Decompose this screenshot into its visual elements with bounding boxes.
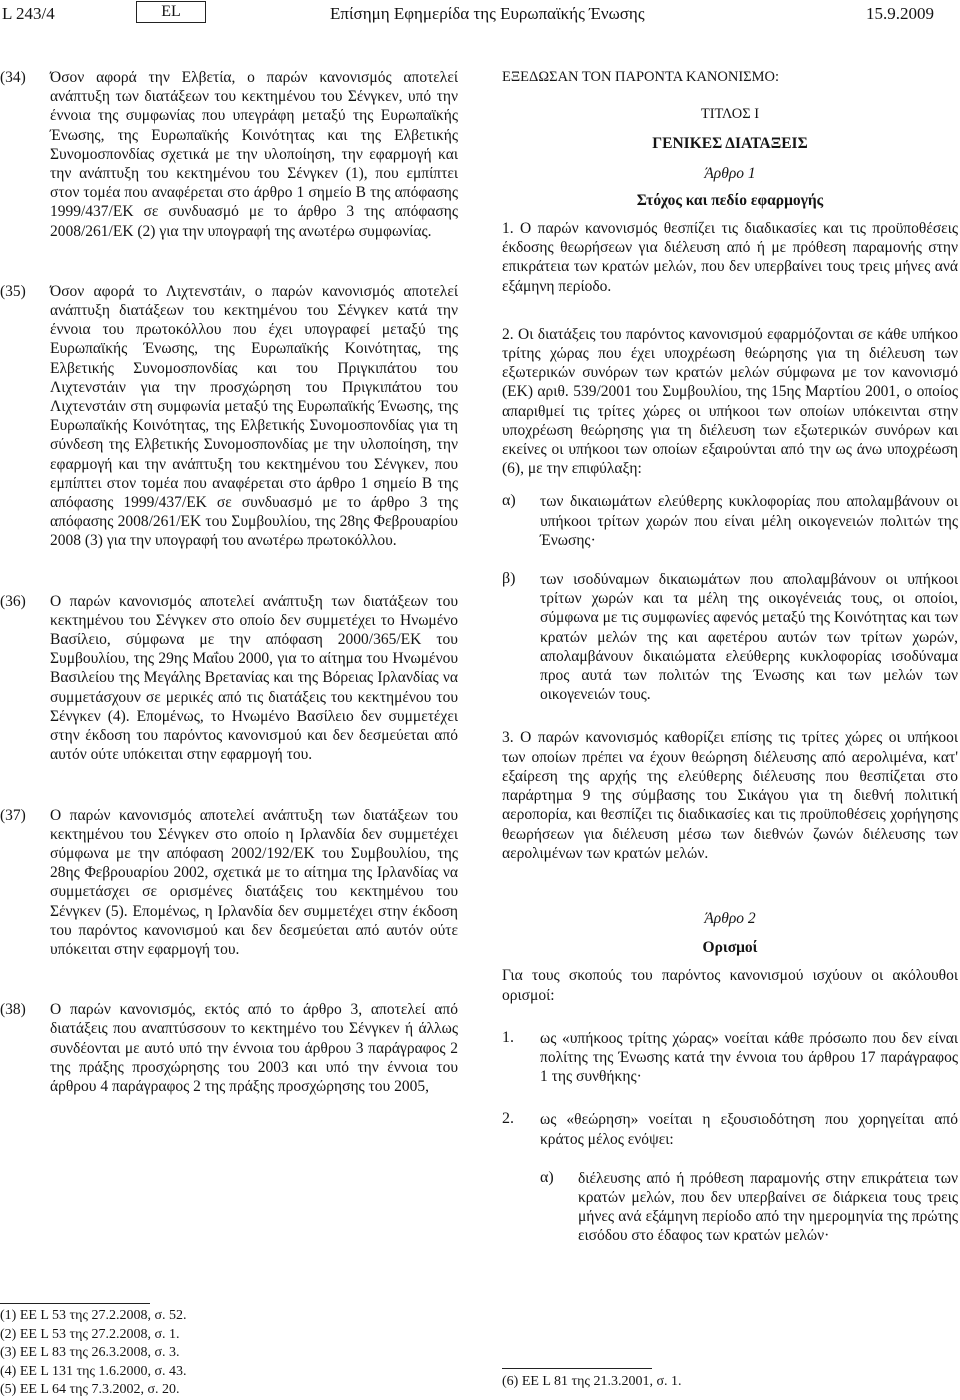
recital-text: Ο παρών κανονισμός, εκτός από το άρθρο 3, αποτελεί από διατάξεις που αναπτύσσουν το κεκτημένο του Σένγκεν ή άλλως συνδέονται με αυτό υπό την έννοια του άρθρου 3 παράγραφος 2 της πράξης προσχώρησης του 2003 και υπό την έννοια του άρθρου 4 παράγραφος 2 της πράξης προσχώρησης του 2005, <box>50 1001 458 1095</box>
item-label: α) <box>502 492 516 510</box>
recital-text: Όσον αφορά το Λιχτενστάιν, ο παρών κανονισμός αποτελεί ανάπτυξη διατάξεων του κεκτημένου του Σένγκεν κατά την έννοια του πρωτοκόλλου που έχει υπογραφεί μεταξύ της Ευρωπαϊκής Ένωσης, της Ευρωπαϊκής Κοινότητας, της Ελβετικής Συνομοσπονδίας και του Πριγκιπάτου του Λιχτενστάιν για την προσχώρηση του Πριγκιπάτου του Λιχτενστάιν στη συμφωνία μεταξύ της Ευρωπαϊκής Ένωσης, της Ευρωπαϊκής Κοινότητας, της Ελβετικής Συνομοσπονδίας για τη σύνδεση της Ελβετικής Συνομοσπονδίας με την υλοποίηση, την εφαρμογή και την ανάπτυξη του κεκτημένου του Σένγκεν, που εμπίπτει στον τομέα που αναφέρεται στο άρθρο 1 σημείο Β της απόφασης 1999/437/ΕΚ σε συνδυασμό με το άρθρο 3 της απόφασης 2008/261/ΕΚ του Συμβουλίου, της 28ης Φεβρουαρίου 2008 (3) για την υπογραφή του ανωτέρω πρωτοκόλλου. <box>50 282 458 550</box>
article-1-paragraph-3: 3. Ο παρών κανονισμός καθορίζει επίσης τις τρίτες χώρες οι υπήκοοι των οποίων πρέπει να έχουν θεώρηση διέλευσης από αερολιμένα, κατ' εξαίρεση της αρχής της ελεύθερης διέλευσης που θεσπίζεται στο παράρτημα 9 της σύμβασης του Σικάγου για τη διεθνή πολιτική αεροπορία, και θεσπίζει τις διαδικασίες και τις προϋποθέσεις χορήγησης θεωρήσεων για διέλευση μέσω των διεθνών ζωνών διέλευσης των αερολιμένων των κρατών μελών. <box>502 729 958 862</box>
article-1-title: Στόχος και πεδίο εφαρμογής <box>636 191 824 209</box>
footnote-right: (6) ΕΕ L 81 της 21.3.2001, σ. 1. <box>502 1374 682 1389</box>
article-2-title: Ορισμοί <box>702 939 758 957</box>
footnote: (1) ΕΕ L 53 της 27.2.2008, σ. 52. <box>0 1308 187 1323</box>
journal-title: Επίσημη Εφημερίδα της Ευρωπαϊκής Ένωσης <box>330 4 645 23</box>
recital-35 <box>0 282 458 551</box>
article-2-number: Άρθρο 2 <box>704 909 756 927</box>
footnote-divider <box>0 1303 150 1304</box>
footnote: (5) ΕΕ L 64 της 7.3.2002, σ. 20. <box>0 1382 180 1397</box>
recital-number: (36) <box>0 592 26 610</box>
recital-text: Όσον αφορά την Ελβετία, ο παρών κανονισμός αποτελεί ανάπτυξη των διατάξεων του κεκτημένου του Σένγκεν, υπό την έννοια της συμφωνίας που υπεγράφη μεταξύ της Ευρωπαϊκής Ένωσης, της Ευρωπαϊκής Κοινότητας και της Ελβετικής Συνομοσπονδίας σχετικά με την υλοποίηση, την εφαρμογή και την ανάπτυξη του κεκτημένου του Σένγκεν (1), που εμπίπτει στον τομέα που αναφέρεται στο άρθρο 1 σημείο Β της απόφασης 1999/437/ΕΚ σε συνδυασμό με το άρθρο 3 της απόφασης 2008/261/ΕΚ (2) για την υπογραφή της ανωτέρω συμφωνίας. <box>50 69 458 240</box>
articles-column <box>502 68 958 1246</box>
article-2-intro: Για τους σκοπούς του παρόντος κανονισμού ισχύουν οι ακόλουθοι ορισμοί: <box>502 967 958 1004</box>
recital-number: (34) <box>0 69 26 86</box>
item-label: 1. <box>502 1028 514 1046</box>
page-header <box>0 0 960 30</box>
article-1-paragraph-2: 2. Οι διατάξεις του παρόντος κανονισμού εφαρμόζονται σε κάθε υπήκοο τρίτης χώρας που έχει υποχρέωση θεώρησης για τη διέλευση των εξωτερικών συνόρων των κρατών μελών σύμφωνα με τον κανονισμό (ΕΚ) αριθ. 539/2001 του Συμβουλίου, της 15ης Μαρτίου 2001, ο οποίος απαριθμεί τις τρίτες χώρες οι υπήκοοι των οποίων υπόκεινται στην υποχρέωση θεώρησης για τη διέλευση των εξωτερικών συνόρων και εκείνες οι υπήκοοι των οποίων εξαιρούνται από την ως άνω υποχρέωση (6), με την επιφύλαξη: <box>502 325 958 478</box>
item-text: των δικαιωμάτων ελεύθερης κυκλοφορίας που απολαμβάνουν οι υπήκοοι τρίτων χωρών που είναι μέλη οικογενειών πολιτών της Ένωσης· <box>540 493 958 549</box>
recital-number: (38) <box>0 1001 26 1019</box>
item-label: 2. <box>502 1110 514 1128</box>
recitals-column <box>0 68 458 1137</box>
item-text: ως «θεώρηση» νοείται η εξουσιοδότηση που χορηγείται από κράτος μέλος ενόψει: <box>540 1111 958 1148</box>
adoption-formula: ΕΞΕΔΩΣΑΝ ΤΟΝ ΠΑΡΟΝΤΑ ΚΑΝΟΝΙΣΜΟ: <box>502 69 780 85</box>
recital-37 <box>0 806 458 960</box>
item-text: διέλευσης από ή πρόθεση παραμονής στην επικράτεια των κρατών μελών, που δεν υπερβαίνει σε διάρκεια τους τρεις μήνες ανά εξάμηνη περίοδο από την ημερομηνία της πρώτης εισόδου στο έδαφος των κρατών μελών· <box>578 1169 958 1245</box>
recital-text: Ο παρών κανονισμός αποτελεί ανάπτυξη των διατάξεων του κεκτημένου του Σένγκεν στο οποίο η Ιρλανδία δεν συμμετέχει σύμφωνα με την απόφαση 2002/192/ΕΚ του Συμβουλίου, της 28ης Φεβρουαρίου 2002, σχετικά με το αίτημα της Ιρλανδίας να συμμετάσχει σε ορισμένες διατάξεις του κεκτημένου του Σένγκεν (5). Επομένως, η Ιρλανδία δεν συμμετέχει στην έκδοση του παρόντος κανονισμού και δεν δεσμεύεται από αυτόν ούτε υπόκειται στην εφαρμογή του. <box>50 806 458 958</box>
footnote: (2) ΕΕ L 53 της 27.2.2008, σ. 1. <box>0 1326 180 1342</box>
recital-number: (35) <box>0 282 26 300</box>
publication-date: 15.9.2009 <box>866 4 934 23</box>
footnote: (3) ΕΕ L 83 της 26.3.2008, σ. 3. <box>0 1345 180 1360</box>
item-label: α) <box>540 1168 554 1186</box>
article-1-item-b <box>502 570 958 704</box>
article-1-item-a <box>502 492 958 550</box>
definition-1 <box>502 1029 958 1087</box>
article-1-number: Άρθρο 1 <box>704 164 756 182</box>
recital-36 <box>0 592 458 765</box>
definition-2 <box>502 1110 958 1148</box>
recital-number: (37) <box>0 806 26 824</box>
item-text: ως «υπήκοος τρίτης χώρας» νοείται κάθε πρόσωπο που δεν είναι πολίτης της Ένωσης κατά την έννοια του άρθρου 17 παράγραφος 1 της συνθήκης· <box>540 1029 958 1086</box>
recital-38 <box>0 1000 458 1096</box>
footnote-divider-right <box>502 1368 652 1369</box>
language-box: EL <box>136 1 206 23</box>
article-1-paragraph-1: 1. Ο παρών κανονισμός θεσπίζει τις διαδικασίες και τις προϋποθέσεις έκδοσης θεωρήσεων για διέλευση από ή με πρόθεση παραμονής στην επικράτεια των κρατών μελών, που δεν υπερβαίνει τους τρεις μήνες ανά εξάμηνη περίοδο. <box>502 220 958 295</box>
recital-34 <box>0 68 458 241</box>
recital-text: Ο παρών κανονισμός αποτελεί ανάπτυξη των διατάξεων του κεκτημένου του Σένγκεν στο οποίο δεν συμμετέχει το Ηνωμένο Βασίλειο, σύμφωνα με την απόφαση 2000/365/ΕΚ του Συμβουλίου, της 29ης Μαΐου 2000, για το αίτημα του Ηνωμένου Βασιλείου της Μεγάλης Βρετανίας και της Βόρειας Ιρλανδίας να συμμετάσχουν σε μερικές από τις διατάξεις του κεκτημένου του Σένγκεν (4). Επομένως, το Ηνωμένο Βασίλειο δεν συμμετέχει στην έκδοση του παρόντος κανονισμού και δεν δεσμεύεται από αυτόν ούτε υπόκειται στην εφαρμογή του. <box>50 592 458 764</box>
item-text: των ισοδύναμων δικαιωμάτων που απολαμβάνουν οι υπήκοοι τρίτων χωρών και τα μέλη της οικογένειάς τους, οι οποίοι, σύμφωνα με τις συμφωνίες αφενός μεταξύ της Κοινότητας και των κρατών μελών της και αφετέρου αυτών των τρίτων χωρών, απολαμβάνουν δικαιώματα ελεύθερης κυκλοφορίας ισοδύναμα προς αυτά των πολιτών της Ένωσης και των μελών των οικογενειών τους. <box>540 571 958 704</box>
title-number: ΤΙΤΛΟΣ I <box>700 106 760 123</box>
page-reference: L 243/4 <box>2 4 55 23</box>
title-name: ΓΕΝΙΚΕΣ ΔΙΑΤΑΞΕΙΣ <box>652 135 808 153</box>
footnotes-left <box>0 1307 458 1400</box>
footnote: (4) ΕΕ L 131 της 1.6.2000, σ. 43. <box>0 1363 187 1379</box>
definition-2-item-a <box>540 1169 958 1246</box>
item-label: β) <box>502 570 516 588</box>
